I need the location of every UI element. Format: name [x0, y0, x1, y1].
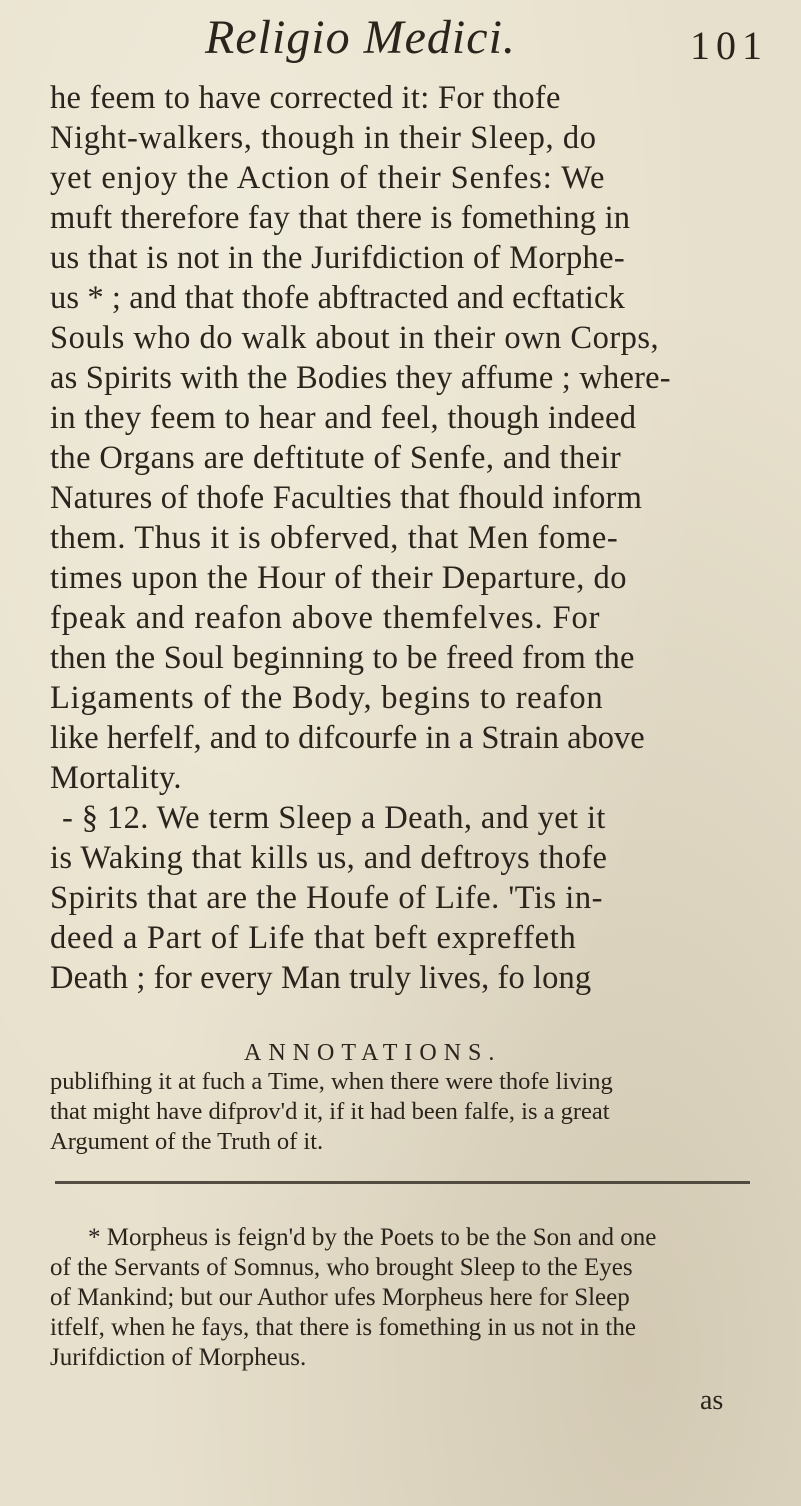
text-line: Spirits that are the Houfe of Life. 'Tis in-	[50, 880, 603, 916]
text-line: Death ; for every Man truly lives, fo long	[50, 960, 592, 996]
text-line: the Organs are deftitute of Senfe, and their	[50, 440, 622, 476]
annotations-heading: ANNOTATIONS.	[244, 1040, 502, 1066]
footnote-line: of Mankind; but our Author ufes Morpheus here for Sleep	[50, 1284, 630, 1311]
text-line: yet enjoy the Action of their Senfes: We	[50, 160, 606, 196]
text-line: deed a Part of Life that beft expreffeth	[50, 920, 577, 956]
footnote-line: Jurifdiction of Morpheus.	[50, 1344, 307, 1371]
text-line: as Spirits with the Bodies they affume ; where-	[50, 360, 671, 396]
text-line: us that is not in the Jurifdiction of Morphe-	[50, 240, 625, 276]
text-line: he feem to have corrected it: For thofe	[50, 80, 561, 116]
footnote-line: * Morpheus is feign'd by the Poets to be the Son and one	[88, 1224, 657, 1251]
annotation-line: that might have difprov'd it, if it had been falfe, is a great	[50, 1098, 610, 1125]
footnote-line: itfelf, when he fays, that there is fomething in us not in the	[50, 1314, 636, 1341]
text-line: then the Soul beginning to be freed from the	[50, 640, 635, 676]
text-line: is Waking that kills us, and deftroys thofe	[50, 840, 608, 876]
footnote-line: of the Servants of Somnus, who brought Sleep to the Eyes	[50, 1254, 633, 1281]
text-line: Night-walkers, though in their Sleep, do	[50, 120, 597, 156]
text-line: - § 12. We term Sleep a Death, and yet it	[62, 800, 606, 836]
running-head	[0, 10, 801, 70]
text-line: like herfelf, and to difcourfe in a Strain above	[50, 720, 645, 756]
text-line: times upon the Hour of their Departure, do	[50, 560, 627, 596]
text-line: them. Thus it is obferved, that Men fome-	[50, 520, 619, 556]
text-line: Natures of thofe Faculties that fhould inform	[50, 480, 643, 516]
page-number: 101	[690, 23, 768, 68]
annotation-line: publifhing it at fuch a Time, when there were thofe living	[50, 1068, 613, 1095]
annotation-line: Argument of the Truth of it.	[50, 1128, 324, 1155]
running-title: Religio Medici.	[205, 11, 516, 64]
text-line: Ligaments of the Body, begins to reafon	[50, 680, 604, 716]
text-line: muft therefore fay that there is fomething in	[50, 200, 631, 236]
catchword: as	[700, 1385, 724, 1416]
text-line: in they feem to hear and feel, though indeed	[50, 400, 637, 436]
footnote-divider	[55, 1181, 750, 1184]
text-line: fpeak and reafon above themfelves. For	[50, 600, 601, 636]
text-line: Mortality.	[50, 760, 182, 796]
text-line: Souls who do walk about in their own Corps,	[50, 320, 660, 356]
text-line: us * ; and that thofe abftracted and ecftatick	[50, 280, 625, 316]
